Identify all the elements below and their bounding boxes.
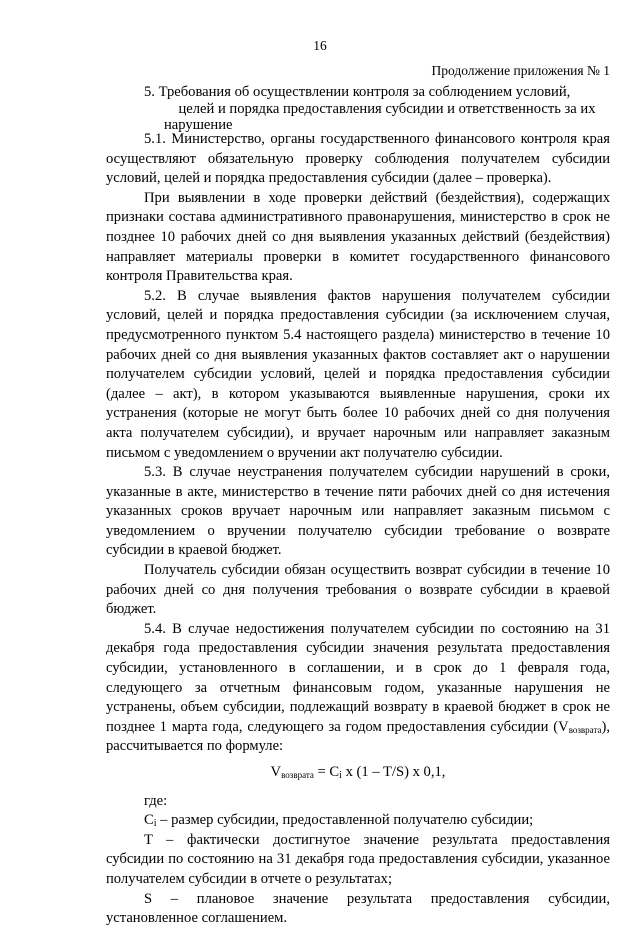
- section-title-line-3: нарушение: [164, 117, 233, 134]
- paragraph-5-2: 5.2. В случае выявления фактов нарушения получателем субсидии условий, целей и порядка предоставления субсидии (за исключением случая, предусмотренного пунктом 5.4 настоящего раздела) министерство в течение 10 рабочих дней со дня выявления указанных фактов составляет акт о нарушении получателем субсидии условий, целей и порядка предоставления субсидии (далее – акт), в котором указываются выявленные нарушения, сроки их устранения (которые не могут быть более 10 рабочих дней со дня получения акта получателем субсидии), и вручает нарочным или направляет заказным письмом с уведомлением о вручении акт получателю субсидии.: [106, 287, 610, 461]
- section-title: [144, 84, 610, 134]
- formula-v-subscript: возврата: [281, 770, 314, 780]
- formula-v: V: [270, 764, 282, 780]
- legend-ci-text: – размер субсидии, предоставленной получателю субсидии;: [156, 812, 534, 829]
- section-title-line-1: 5. Требования об осуществлении контроля за соблюдением условий,: [144, 84, 571, 100]
- paragraph-5-4: [106, 620, 610, 757]
- section-title-line-2: целей и порядка предоставления субсидии и ответственность за их: [178, 100, 596, 117]
- appendix-continuation: Продолжение приложения № 1: [431, 63, 610, 78]
- legend-ci: [106, 811, 610, 831]
- paragraph-5-1: 5.1. Министерство, органы государственного финансового контроля края осуществляют обязательную проверку соблюдения получателем субсидии условий, целей и порядка предоставления субсидии (далее – проверка).: [106, 131, 610, 187]
- legend-ci-subscript: i: [153, 818, 157, 830]
- legend-t: T – фактически достигнутое значение результата предоставления субсидии по состоянию на 31 декабря года предоставления субсидии, указанное получателем субсидии в отчете о результатах;: [106, 831, 610, 887]
- legend-s: S – плановое значение результата предоставления субсидии, установленное соглашением.: [106, 890, 610, 927]
- paragraph-5-4-tail: ), рассчитывается по формуле:: [106, 718, 610, 755]
- paragraph-5-3: 5.3. В случае неустранения получателем субсидии нарушений в сроки, указанные в акте, министерство в течение пяти рабочих дней со дня истечения указанных сроков вручает нарочным или направляет заказным письмом с уведомлением о вручении получателю субсидии требование о возврате субсидии в краевой бюджет.: [106, 464, 610, 559]
- paragraph-violation-referral: При выявлении в ходе проверки действий (бездействия), содержащих признаки состава административного правонарушения, министерство в срок не позднее 10 рабочих дней со дня выявления указанных действий (бездействия) направляет материалы проверки в комитет государственного финансового контроля Правительства края.: [106, 189, 610, 285]
- legend-ci-symbol: C: [144, 812, 154, 829]
- paragraph-5-4-main: 5.4. В случае недостижения получателем субсидии по состоянию на 31 декабря года предоставления субсидии значения результата предоставления субсидии, установленного в соглашении, и в срок до 1 февраля года, следующего за отчетным финансовым годом, указанные нарушения не устранены, объем субсидии, подлежащий возврату в краевой бюджет в срок не позднее 1 марта года, следующего за годом предоставления субсидии (V: [106, 620, 610, 735]
- refund-formula: [106, 763, 610, 783]
- page-number: 16: [313, 38, 327, 53]
- legend-where: где:: [144, 792, 168, 809]
- document-body: [106, 130, 610, 929]
- formula-eq: = C: [313, 764, 340, 780]
- formula-rest: x (1 – T/S) x 0,1,: [341, 764, 446, 780]
- formula-c-subscript: i: [339, 770, 342, 781]
- v-subscript: возврата: [568, 724, 602, 735]
- paragraph-refund-obligation: Получатель субсидии обязан осуществить возврат субсидии в течение 10 рабочих дней со дня получения требования о возврате субсидии в краевой бюджет.: [106, 562, 610, 618]
